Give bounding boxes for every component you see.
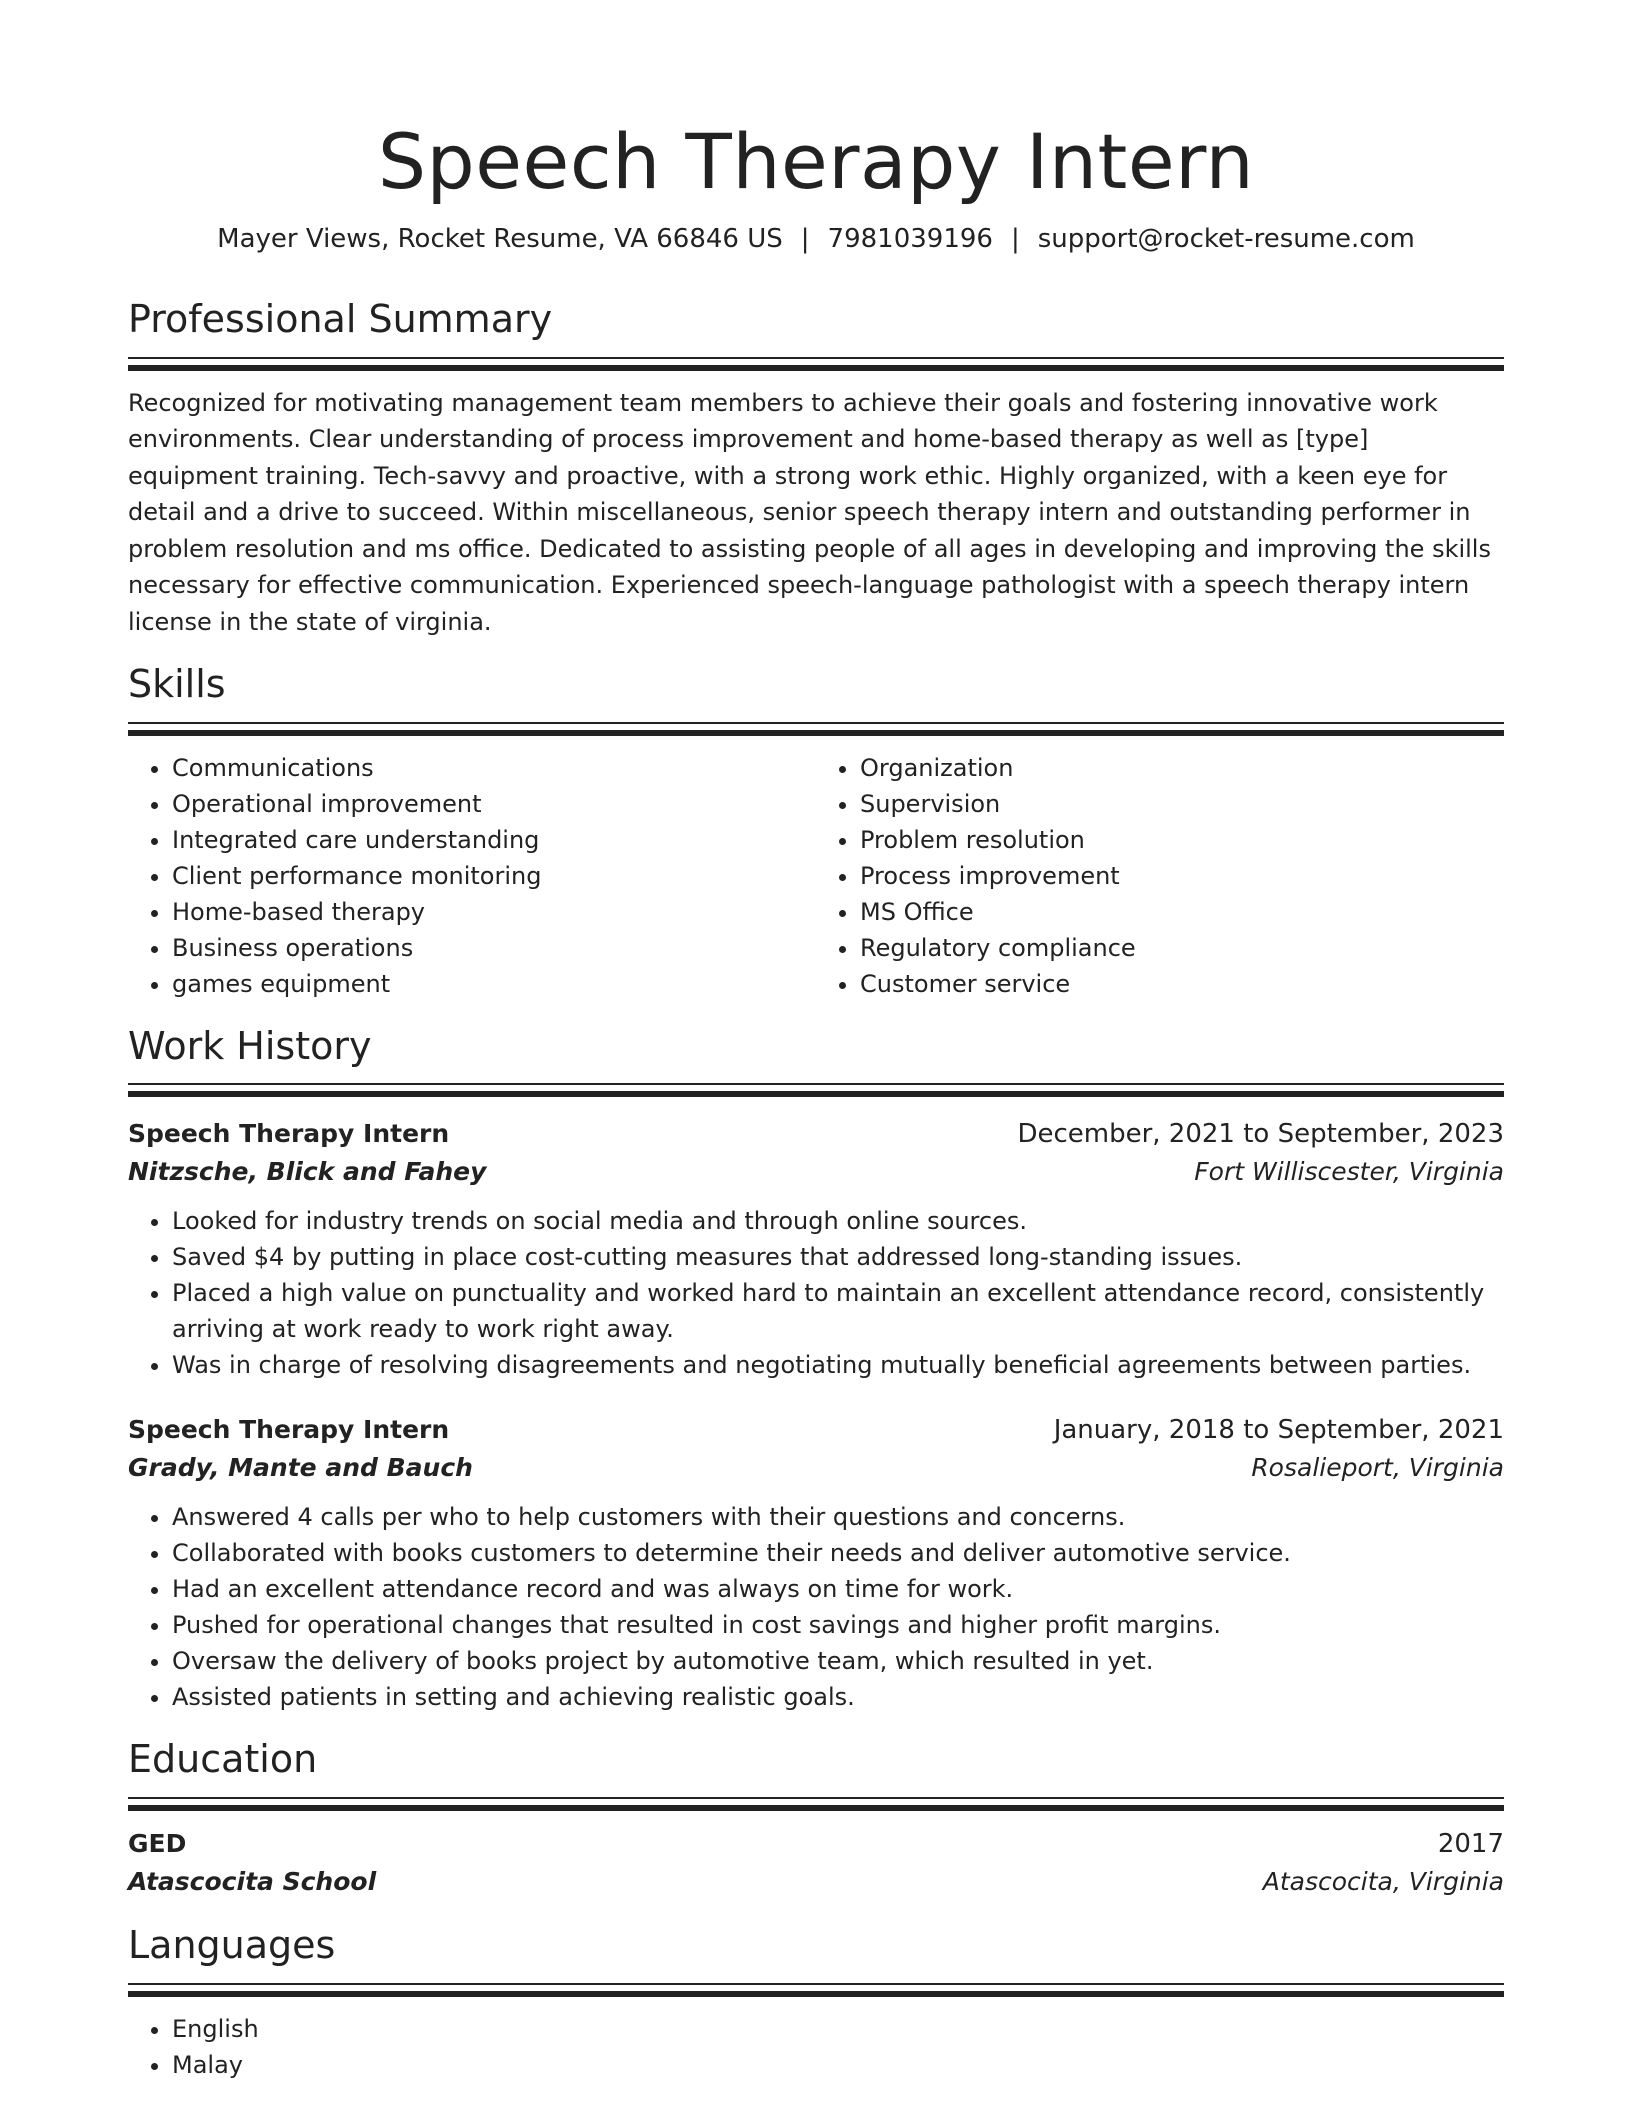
job-bullet: • Answered 4 calls per who to help customers with their questions and concerns.	[172, 1499, 1504, 1535]
language-item: • English	[172, 2011, 1504, 2047]
skill-item: • Process improvement	[860, 858, 1504, 894]
skills-heading: Skills	[128, 662, 226, 707]
job-bullet: • Oversaw the delivery of books project by automotive team, which resulted in yet.	[172, 1643, 1504, 1679]
section-divider	[128, 1083, 1504, 1097]
job-bullet: • Assisted patients in setting and achieving realistic goals.	[172, 1679, 1504, 1715]
job-bullet: • Pushed for operational changes that resulted in cost savings and higher profit margins.	[172, 1607, 1504, 1643]
job-employer-row	[128, 1153, 1504, 1191]
contact-email: support@rocket-resume.com	[1037, 224, 1415, 255]
skill-item: • Regulatory compliance	[860, 930, 1504, 966]
education-degree: GED	[128, 1829, 187, 1859]
education-heading: Education	[128, 1737, 318, 1782]
skills-section	[128, 662, 1504, 1002]
job-dates: January, 2018 to September, 2021	[1053, 1415, 1504, 1446]
work-history-section	[128, 1024, 1504, 1716]
section-divider	[128, 1797, 1504, 1811]
skill-item: • Business operations	[172, 930, 816, 966]
summary-heading: Professional Summary	[128, 297, 553, 342]
job-header-row	[128, 1115, 1504, 1153]
job-bullets	[128, 1203, 1504, 1383]
skill-item: • Client performance monitoring	[172, 858, 816, 894]
job-entry	[128, 1115, 1504, 1383]
skill-item: • Customer service	[860, 966, 1504, 1002]
section-divider	[128, 722, 1504, 736]
job-bullet: • Looked for industry trends on social media and through online sources.	[172, 1203, 1504, 1239]
contact-address: Mayer Views, Rocket Resume, VA 66846 US	[217, 224, 783, 255]
job-bullet: • Collaborated with books customers to determine their needs and deliver automotive service.	[172, 1535, 1504, 1571]
job-bullet: • Saved $4 by putting in place cost-cutting measures that addressed long-standing issues.	[172, 1239, 1504, 1275]
section-divider	[128, 1983, 1504, 1997]
section-divider	[128, 357, 1504, 371]
contact-separator: |	[800, 224, 810, 255]
education-entry	[128, 1825, 1504, 1901]
skill-item: • Integrated care understanding	[172, 822, 816, 858]
job-dates: December, 2021 to September, 2023	[1017, 1119, 1504, 1150]
language-item: • Malay	[172, 2047, 1504, 2083]
education-header-row	[128, 1825, 1504, 1863]
skill-item: • Organization	[860, 750, 1504, 786]
skill-item: • MS Office	[860, 894, 1504, 930]
job-employer-row	[128, 1449, 1504, 1487]
education-location: Atascocita, Virginia	[1262, 1867, 1504, 1897]
education-year: 2017	[1437, 1829, 1504, 1860]
summary-section	[128, 297, 1504, 640]
job-title: Speech Therapy Intern	[128, 1415, 450, 1445]
job-location: Fort Williscester, Virginia	[1194, 1157, 1504, 1187]
job-location: Rosalieport, Virginia	[1251, 1453, 1504, 1483]
job-entry	[128, 1411, 1504, 1715]
work-history-heading: Work History	[128, 1023, 372, 1068]
skills-grid	[128, 750, 1504, 1002]
contact-line	[128, 223, 1504, 257]
job-bullet: • Was in charge of resolving disagreements and negotiating mutually beneficial agreements between parties.	[172, 1347, 1504, 1383]
skill-item: • games equipment	[172, 966, 816, 1002]
skill-item: • Supervision	[860, 786, 1504, 822]
skills-column-left	[128, 750, 816, 1002]
skills-column-right	[816, 750, 1504, 1002]
skill-item: • Communications	[172, 750, 816, 786]
job-header-row	[128, 1411, 1504, 1449]
education-section	[128, 1737, 1504, 1901]
contact-separator: |	[1010, 224, 1020, 255]
job-bullets	[128, 1499, 1504, 1715]
job-bullet: • Had an excellent attendance record and was always on time for work.	[172, 1571, 1504, 1607]
skill-item: • Operational improvement	[172, 786, 816, 822]
skills-list-left	[128, 750, 816, 1002]
summary-text: Recognized for motivating management team members to achieve their goals and fostering innovative work environments. Clear understanding of process improvement and home-based therapy as well as [type] equipment training. Tech-savvy and proactive, with a strong work ethic. Highly organized, with a keen eye for detail and a drive to succeed. Within miscellaneous, senior speech therapy intern and outstanding performer in problem resolution and ms office. Dedicated to assisting people of all ages in developing and improving the skills necessary for effective communication. Experienced speech-language pathologist with a speech therapy intern license in the state of virginia.	[128, 388, 1491, 636]
job-bullet: • Placed a high value on punctuality and worked hard to maintain an excellent attendance record, consistently arriving at work ready to work right away.	[172, 1275, 1504, 1347]
education-school: Atascocita School	[128, 1867, 377, 1897]
skills-list-right	[816, 750, 1504, 1002]
job-title: Speech Therapy Intern	[128, 1119, 450, 1149]
languages-heading: Languages	[128, 1923, 336, 1968]
languages-list	[128, 2011, 1504, 2083]
languages-section	[128, 1923, 1504, 2083]
job-employer: Nitzsche, Blick and Fahey	[128, 1157, 487, 1187]
contact-phone: 7981039196	[827, 224, 993, 255]
resume-title: Speech Therapy Intern	[377, 117, 1255, 206]
education-school-row	[128, 1863, 1504, 1901]
job-employer: Grady, Mante and Bauch	[128, 1453, 473, 1483]
skill-item: • Problem resolution	[860, 822, 1504, 858]
skill-item: • Home-based therapy	[172, 894, 816, 930]
